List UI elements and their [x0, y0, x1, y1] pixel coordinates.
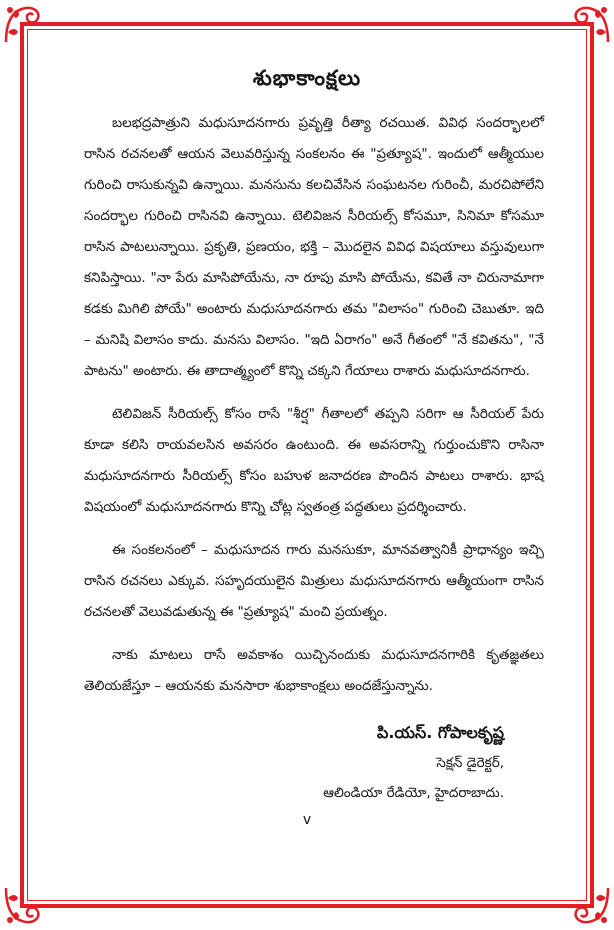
floral-corner-ornament-icon: [2, 2, 46, 46]
signatory-organization: ఆలిండియా రేడియో, హైదరాబాదు.: [323, 785, 504, 801]
floral-corner-ornament-icon: [568, 2, 612, 46]
signature-block: [323, 718, 504, 808]
body-text: [84, 108, 544, 714]
page-number: v: [302, 812, 312, 828]
paragraph: బలభద్రపాత్రుని మధుసూదనగారు ప్రవృత్తి రీత్యా రచయిత. వివిధ సందర్భాలలో రాసిన రచనలతో ఆయన వెలువరిస్తున్న సంకలనం ఈ "ప్రత్యూష". ఇందులో ఆత్మీయుల గురించి రాసుకున్నవి ఉన్నాయి. మనసును కలచివేసిన సంఘటనల గురించీ, మరచిపోలేని సందర్భాల గురించి రాసినవి ఉన్నాయి. టెలివిజన సీరియల్స్ కోసమూ, సినిమా కోసమూ రాసిన పాటలున్నాయి. ప్రకృతి, ప్రణయం, భక్తి – మొదలైన వివిధ విషయాలు వస్తువులుగా కనిపిస్తాయి. "నా పేరు మాసిపోయేను, నా రూపు మాసి పోయేను, కవితే నా చిరునామాగా కడకు మిగిలి పోయే" అంటారు మధుసూదనగారు తమ "విలాసం" గురించి చెబుతూ. ఇది – మనిషి విలాసం కాదు. మనసు విలాసం. "ఇది ఏరాగం" అనే గీతంలో "నే కవితను", "నే పాటను" అంటారు. ఈ తాదాత్మ్యంలో కొన్ని చక్కని గేయాలు రాశారు మధుసూదనగారు.: [84, 115, 544, 379]
paragraph: నాకు మాటలు రాసే అవకాశం యిచ్చినందుకు మధుసూదనగారికి కృతజ్ఞతలు తెలియజేస్తూ – ఆయనకు మనసారా శుభాకాంక్షలు అందజేస్తున్నాను.: [84, 647, 544, 694]
signatory-name: పి.యస్. గోపాలకృష్ణ: [376, 723, 504, 742]
paragraph: ఈ సంకలనంలో – మధుసూదన గారు మనసుకూ, మానవత్వానికీ ప్రాధాన్యం ఇచ్చి రాసిన రచనలు ఎక్కువ. సహృదయులైన మిత్రులు మధుసూదనగారు ఆత్మీయంగా రాసిన రచనలతో వెలువడుతున్న ఈ "ప్రత్యూష" మంచి ప్రయత్నం.: [84, 542, 544, 620]
page-title: శుభాకాంక్షలు: [252, 66, 362, 90]
floral-corner-ornament-icon: [2, 884, 46, 928]
signatory-designation: సెక్షన్ డైరెక్టర్,: [436, 755, 504, 771]
paragraph: టెలివిజన్ సీరియల్స్ కోసం రాసే "శీర్ష" గీతాలలో తప్పని సరిగా ఆ సీరియల్ పేరు కూడా కలిసి రాయవలసిన అవసరం ఉంటుంది. ఈ అవసరాన్ని గుర్తుంచుకొని రాసినా మధుసూదనగారు సీరియల్స్ కోసం బహుళ జనాదరణ పొందిన పాటలు రాశారు. భాష విషయంలో మధుసూదనగారు కొన్ని చోట్ల స్వతంత్ర పద్ధతులు ప్రదర్శించారు.: [84, 406, 544, 515]
floral-corner-ornament-icon: [568, 884, 612, 928]
